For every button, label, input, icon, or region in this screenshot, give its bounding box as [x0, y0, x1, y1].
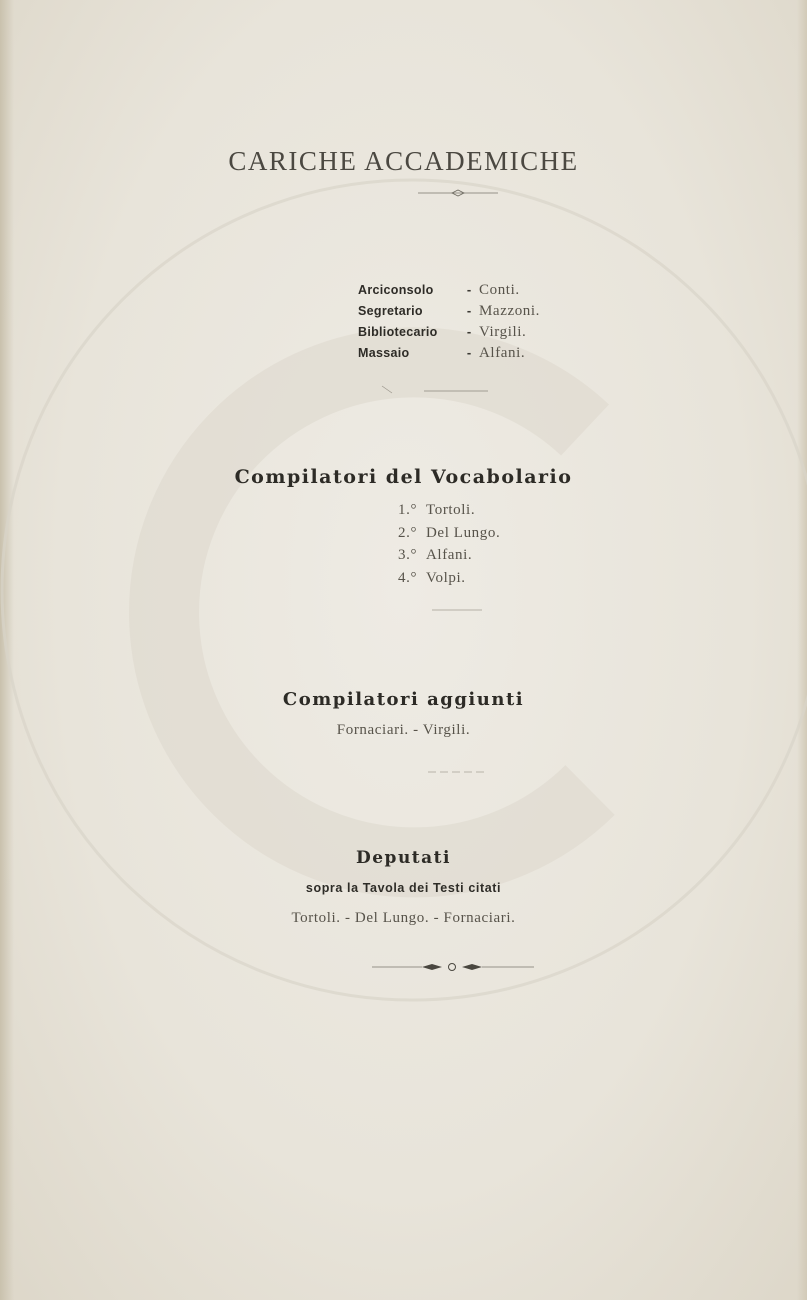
deputati-heading: Deputati [356, 848, 451, 868]
officer-row [358, 300, 540, 321]
item-name: Volpi. [426, 569, 466, 586]
item-number: 3.° [398, 547, 418, 563]
aggiunti-names: Fornaciari. - Virgili. [336, 722, 471, 738]
separator-dash: - [466, 282, 472, 297]
item-number: 4.° [398, 569, 418, 586]
officer-role: Arciconsolo [358, 283, 434, 297]
officer-row [358, 342, 540, 363]
page-title: CARICHE ACCADEMICHE [228, 146, 579, 176]
page-edge-left [0, 0, 14, 1300]
officer-role: Bibliotecario [358, 325, 438, 339]
closing-ornament [372, 960, 534, 974]
deputati-subheading: sopra la Tavola dei Testi citati [305, 881, 502, 895]
separator-dash: - [466, 345, 472, 360]
vocabolario-heading: Compilatori del Vocabolario [234, 466, 573, 488]
item-number: 1.° [398, 502, 418, 518]
officer-name: Mazzoni. [479, 303, 541, 319]
list-item [398, 522, 500, 545]
aggiunti-heading: Compilatori aggiunti [282, 689, 525, 710]
section-divider [432, 606, 484, 614]
officer-row [358, 279, 540, 300]
deputati-names: Tortoli. - Del Lungo. - Fornaciari. [291, 910, 516, 926]
separator-dash: - [466, 303, 472, 318]
list-item [398, 499, 500, 522]
officers-list [358, 279, 540, 363]
page-edge-right [797, 0, 807, 1300]
section-divider [428, 768, 488, 776]
section-divider [380, 384, 490, 396]
title-ornament [418, 187, 498, 199]
item-number: 2.° [398, 524, 418, 541]
item-name: Alfani. [426, 547, 473, 563]
officer-name: Alfani. [479, 345, 526, 361]
item-name: Tortoli. [426, 502, 476, 518]
officer-name: Conti. [479, 282, 520, 298]
officer-row [358, 321, 540, 342]
officer-role: Segretario [358, 304, 423, 318]
vocabolario-list [398, 499, 500, 589]
separator-dash: - [466, 324, 472, 339]
list-item [398, 567, 500, 590]
list-item [398, 544, 500, 567]
item-name: Del Lungo. [426, 524, 501, 541]
officer-role: Massaio [358, 346, 410, 360]
officer-name: Virgili. [479, 324, 527, 340]
